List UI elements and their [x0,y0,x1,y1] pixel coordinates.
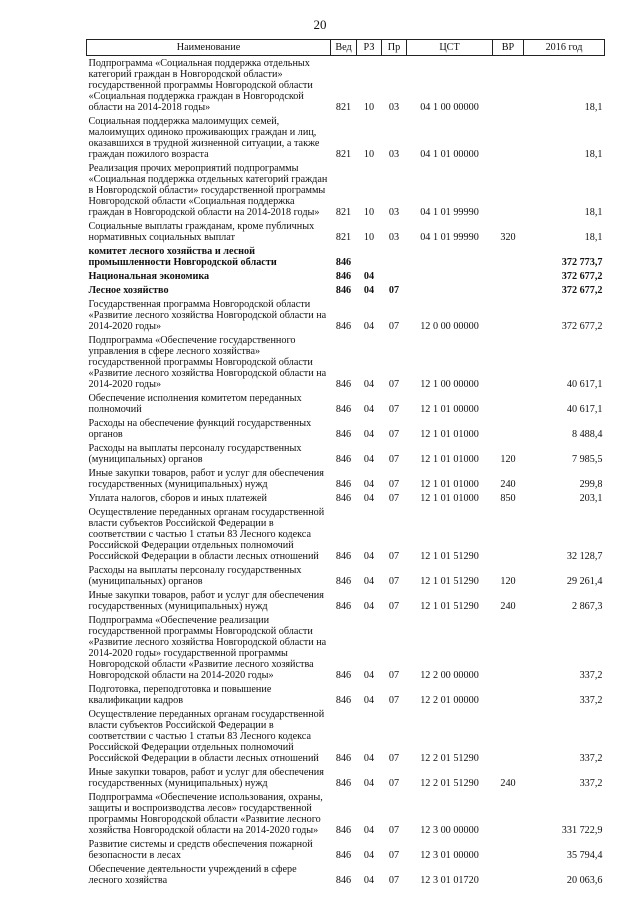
table-row [87,790,605,837]
row-name: Развитие системы и средств обеспечения пожарной безопасности в лесах [88,839,313,861]
budget-table [86,39,605,887]
row-rz: 04 [363,695,375,706]
row-rz: 04 [363,850,375,861]
row-name: Обеспечение исполнения комитетом переданных полномочий [88,393,302,415]
row-pr: 07 [388,454,400,465]
row-sum: 32 128,7 [566,551,603,562]
row-ved: 846 [335,850,352,861]
table-row [87,56,605,115]
row-cst: 12 3 01 01720 [420,875,479,886]
row-ved: 846 [335,285,352,296]
row-sum: 7 985,5 [571,454,603,465]
row-vr [493,161,524,219]
row-vr [493,862,524,887]
row-rz: 04 [363,285,375,296]
row-pr: 07 [388,429,400,440]
row-rz: 04 [363,479,375,490]
table-row [87,588,605,613]
row-vr [493,56,524,115]
row-rz: 10 [363,149,375,160]
row-ved: 846 [335,257,352,268]
row-name: Подпрограмма «Обеспечение государственного управления в сфере лесного хозяйства» государственной программы Новгородской области «Развитие лесного хозяйства Новгородской области на 2014-2020 годы» [88,335,327,390]
row-sum: 372 677,2 [561,285,603,296]
row-ved: 846 [335,493,352,504]
row-vr [493,391,524,416]
row-vr [493,283,524,297]
row-ved: 846 [335,875,352,886]
row-name: Расходы на выплаты персоналу государственных (муниципальных) органов [88,443,302,465]
row-name: Иные закупки товаров, работ и услуг для обеспечения государственных (муниципальных) нужд [88,468,324,490]
row-cst: 12 1 01 51290 [420,551,479,562]
table-row [87,161,605,219]
row-pr: 07 [388,850,400,861]
table-row [87,269,605,283]
row-sum: 331 722,9 [561,825,603,836]
row-rz: 04 [363,576,375,587]
row-name: Осуществление переданных органам государственной власти субъектов Российской Федерации в соответствии с частью 1 статьи 83 Лесного кодекса Российской Федерации отдельных полномочий Российской Федерации в области лесных отношений [88,709,325,764]
row-sum: 8 488,4 [571,429,603,440]
row-pr: 07 [388,479,400,490]
header-pr: Пр [382,40,407,56]
row-pr: 07 [388,875,400,886]
row-sum: 337,2 [579,695,603,706]
row-ved: 846 [335,479,352,490]
row-sum: 35 794,4 [566,850,603,861]
row-rz: 04 [363,271,375,282]
row-sum: 337,2 [579,753,603,764]
table-row [87,219,605,244]
row-name: Национальная экономика [88,271,210,282]
row-rz: 10 [363,232,375,243]
row-pr: 07 [388,321,400,332]
row-pr: 07 [388,778,400,789]
row-name: Подготовка, переподготовка и повышение квалификации кадров [88,684,272,706]
row-name: Лесное хозяйство [88,285,169,296]
table-body [87,56,605,888]
row-ved: 846 [335,695,352,706]
row-name: Социальная поддержка малоимущих семей, малоимущих одиноко проживающих граждан и лиц, оказавшихся в трудной жизненной ситуации, а также граждан пожилого возраста [88,116,320,160]
row-vr: 240 [500,778,516,789]
table-row [87,862,605,887]
table-row [87,244,605,269]
row-pr: 03 [388,149,400,160]
row-rz: 04 [363,875,375,886]
row-ved: 846 [335,321,352,332]
row-name: Подпрограмма «Обеспечение реализации государственной программы Новгородской области «Развитие лесного хозяйства Новгородской области на 2014-2020 годы» государственной программы Новгородской области «Развитие лесного хозяйства Новгородской области на 2014-2020 годы» [88,615,327,681]
table-row [87,491,605,505]
header-name: Наименование [87,40,331,56]
table-row [87,837,605,862]
header-rz: РЗ [357,40,382,56]
table-row [87,283,605,297]
row-cst: 12 3 00 00000 [420,825,479,836]
row-cst: 12 1 01 01000 [420,429,479,440]
row-pr: 03 [388,207,400,218]
page-number: 20 [313,17,327,32]
row-cst: 12 1 01 51290 [420,601,479,612]
row-pr: 07 [388,404,400,415]
table-row [87,682,605,707]
row-cst: 12 1 01 01000 [420,493,479,504]
row-vr [493,333,524,391]
header-cst: ЦСТ [407,40,493,56]
table-row [87,765,605,790]
row-vr [493,613,524,682]
row-pr: 03 [388,102,400,113]
header-vr: ВР [493,40,524,56]
row-cst: 12 2 01 00000 [420,695,479,706]
row-name: Расходы на обеспечение функций государственных органов [88,418,312,440]
row-ved: 821 [335,149,352,160]
row-pr: 07 [388,493,400,504]
row-ved: 846 [335,601,352,612]
row-cst: 12 0 00 00000 [420,321,479,332]
row-vr [493,682,524,707]
table-row [87,297,605,333]
row-rz: 10 [363,207,375,218]
row-ved: 846 [335,379,352,390]
table-row [87,563,605,588]
row-pr: 07 [388,285,400,296]
row-ved: 821 [335,232,352,243]
row-cst: 12 1 01 01000 [420,454,479,465]
row-ved: 846 [335,670,352,681]
table-header-row [87,40,605,56]
row-rz [357,244,382,269]
table-row [87,707,605,765]
row-ved: 846 [335,271,352,282]
row-vr [493,244,524,269]
row-name: Осуществление переданных органам государственной власти субъектов Российской Федерации в соответствии с частью 1 статьи 83 Лесного кодекса Российской Федерации отдельных полномочий Российской Федерации в области лесных отношений [88,507,325,562]
row-ved: 846 [335,454,352,465]
row-vr [493,790,524,837]
row-cst: 12 2 00 00000 [420,670,479,681]
row-pr: 07 [388,576,400,587]
row-rz: 04 [363,753,375,764]
row-vr: 320 [500,232,516,243]
row-pr: 07 [388,670,400,681]
table-row [87,441,605,466]
row-vr: 240 [500,479,516,490]
row-sum: 203,1 [579,493,603,504]
row-cst: 04 1 00 00000 [420,102,479,113]
row-vr [493,707,524,765]
row-sum: 18,1 [584,102,603,113]
row-sum: 372 677,2 [561,271,603,282]
row-name: Подпрограмма «Обеспечение использования, охраны, защиты и воспроизводства лесов» государственной программы Новгородской области «Развитие лесного хозяйства Новгородской области на 2014-2020 годы» [88,792,323,836]
row-ved: 846 [335,825,352,836]
row-ved: 846 [335,429,352,440]
row-sum: 299,8 [579,479,603,490]
row-cst: 12 1 01 00000 [420,404,479,415]
row-ved: 846 [335,551,352,562]
table-row [87,391,605,416]
row-sum: 40 617,1 [566,379,603,390]
row-pr: 07 [388,825,400,836]
row-cst: 12 1 00 00000 [420,379,479,390]
row-ved: 846 [335,778,352,789]
row-vr: 240 [500,601,516,612]
row-cst: 12 2 01 51290 [420,753,479,764]
row-pr: 07 [388,601,400,612]
row-cst: 04 1 01 00000 [420,149,479,160]
header-ved: Вед [331,40,357,56]
row-rz: 04 [363,825,375,836]
row-cst [407,244,493,269]
row-pr [382,244,407,269]
row-rz: 04 [363,670,375,681]
row-sum: 2 867,3 [571,601,603,612]
row-sum: 20 063,6 [566,875,603,886]
row-pr: 07 [388,379,400,390]
row-vr [493,114,524,161]
row-name: Расходы на выплаты персоналу государственных (муниципальных) органов [88,565,302,587]
row-vr [493,269,524,283]
row-rz: 04 [363,321,375,332]
table-row [87,505,605,563]
row-cst: 04 1 01 99990 [420,232,479,243]
row-rz: 04 [363,429,375,440]
table-row [87,114,605,161]
row-sum: 18,1 [584,207,603,218]
row-vr: 850 [500,493,516,504]
row-ved: 846 [335,404,352,415]
table-row [87,466,605,491]
row-sum: 40 617,1 [566,404,603,415]
row-sum: 18,1 [584,149,603,160]
row-cst [407,283,493,297]
row-cst: 04 1 01 99990 [420,207,479,218]
row-pr: 07 [388,551,400,562]
row-name: Иные закупки товаров, работ и услуг для обеспечения государственных (муниципальных) нужд [88,767,324,789]
row-rz: 04 [363,404,375,415]
row-cst: 12 1 01 51290 [420,576,479,587]
row-rz: 04 [363,551,375,562]
row-name: Уплата налогов, сборов и иных платежей [88,493,267,504]
row-pr: 03 [388,232,400,243]
row-sum: 372 677,2 [561,321,603,332]
row-name: Реализация прочих мероприятий подпрограммы «Социальная поддержка отдельных категорий граждан в Новгородской области» государственной программы Новгородской области «Социальная поддержка граждан в Новгородской области на 2014-2018 годы» [88,163,328,218]
table-row [87,416,605,441]
row-vr [493,416,524,441]
row-sum: 337,2 [579,670,603,681]
row-name: Государственная программа Новгородской области «Развитие лесного хозяйства Новгородской области на 2014-2020 годы» [88,299,327,332]
row-name: Иные закупки товаров, работ и услуг для обеспечения государственных (муниципальных) нужд [88,590,324,612]
row-name: Социальные выплаты гражданам, кроме публичных нормативных социальных выплат [88,221,315,243]
table-row [87,333,605,391]
row-name: Подпрограмма «Социальная поддержка отдельных категорий граждан в Новгородской области» государственной программы Новгородской области «Социальная поддержка граждан в Новгородской области на 2014-2018 годы» [88,58,313,113]
row-ved: 821 [335,102,352,113]
row-ved: 846 [335,576,352,587]
row-cst: 12 1 01 01000 [420,479,479,490]
row-rz: 04 [363,778,375,789]
row-ved: 846 [335,753,352,764]
row-sum: 337,2 [579,778,603,789]
row-cst [407,269,493,283]
row-vr [493,505,524,563]
row-cst: 12 3 01 00000 [420,850,479,861]
table-row [87,613,605,682]
row-sum: 372 773,7 [561,257,603,268]
row-pr: 07 [388,695,400,706]
row-name: комитет лесного хозяйства и лесной промышленности Новгородской области [88,246,277,268]
row-rz: 04 [363,379,375,390]
row-vr: 120 [500,576,516,587]
row-cst: 12 2 01 51290 [420,778,479,789]
row-vr [493,837,524,862]
row-pr [382,269,407,283]
row-ved: 821 [335,207,352,218]
row-sum: 18,1 [584,232,603,243]
row-rz: 10 [363,102,375,113]
header-year: 2016 год [524,40,605,56]
row-rz: 04 [363,493,375,504]
row-name: Обеспечение деятельности учреждений в сфере лесного хозяйства [88,864,297,886]
row-rz: 04 [363,601,375,612]
row-sum: 29 261,4 [566,576,603,587]
row-vr: 120 [500,454,516,465]
row-rz: 04 [363,454,375,465]
row-pr: 07 [388,753,400,764]
row-vr [493,297,524,333]
